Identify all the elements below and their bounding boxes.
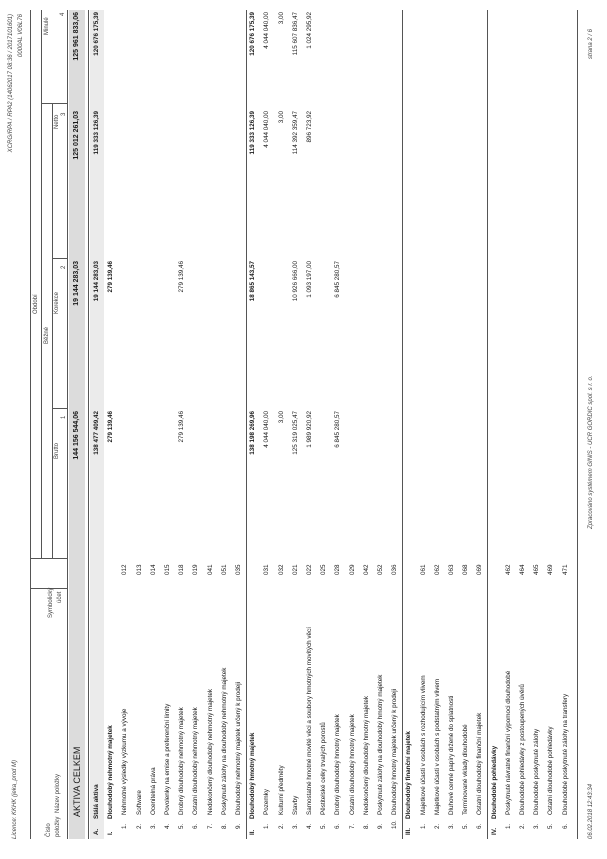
col-bezne: Běžné bbox=[44, 326, 50, 344]
row-label: Pěstitelské celky trvalých porostů bbox=[320, 722, 328, 815]
row-brutto: 279 139,46 bbox=[107, 411, 115, 443]
row-label: Dlouhodobý hmotný majetek bbox=[249, 732, 257, 819]
row-minule: 4 044 040,00 bbox=[263, 12, 271, 49]
row-account: 025 bbox=[320, 564, 328, 575]
row-brutto: 1 989 920,92 bbox=[306, 411, 313, 448]
row-account: 464 bbox=[519, 564, 526, 575]
row-label: Nedokončený dlouhodobý hmotný majetek bbox=[362, 695, 370, 815]
row-number: 1. bbox=[419, 823, 427, 829]
row-label: Ostatní dlouhodobý nehmotný majetek bbox=[192, 707, 200, 815]
row-label: Drobný dlouhodobý nehmotný majetek bbox=[178, 707, 186, 815]
row-account: 042 bbox=[362, 564, 370, 575]
row-number: 7. bbox=[348, 823, 356, 829]
row-number: 2. bbox=[135, 823, 143, 829]
row-label: Software bbox=[135, 790, 143, 815]
row-number: 9. bbox=[235, 823, 242, 829]
row-label: Nedokončený dlouhodobý nehmotný majetek bbox=[206, 688, 214, 815]
row-label: Drobný dlouhodobý hmotný majetek bbox=[334, 714, 342, 815]
footer-page: strana 2 / 6 bbox=[588, 28, 594, 59]
row-label: Ostatní dlouhodobý finanční majetek bbox=[476, 712, 484, 815]
col-nazev: Název položky bbox=[55, 773, 61, 813]
section-divider bbox=[246, 10, 247, 839]
col-cislo-line2: položky bbox=[55, 816, 61, 837]
row-korekce: 279 139,46 bbox=[107, 261, 115, 293]
row-korekce: 19 144 283,03 bbox=[93, 261, 100, 302]
row-number: I. bbox=[107, 831, 115, 835]
row-number: 3. bbox=[533, 823, 541, 829]
footer-date: 06.02.2018 12:43:34 bbox=[588, 783, 594, 839]
row-label: Dlouhodobý hmotný majetek určený k prodeji bbox=[391, 688, 399, 815]
row-number: 8. bbox=[362, 823, 370, 829]
row-brutto: 4 044 040,00 bbox=[263, 411, 271, 448]
row-netto: 4 044 040,00 bbox=[263, 111, 271, 148]
row-account: 013 bbox=[135, 564, 143, 575]
row-brutto: 6 845 280,57 bbox=[334, 411, 342, 448]
row-netto: 114 392 359,47 bbox=[291, 111, 299, 155]
row-number: IV. bbox=[490, 827, 498, 835]
row-account: 063 bbox=[448, 564, 455, 575]
row-number: 5. bbox=[547, 823, 555, 829]
row-label: Nehmotné výsledky výzkumu a vývoje bbox=[121, 708, 129, 815]
total-brutto: 144 156 544,06 bbox=[73, 411, 80, 460]
row-number: III. bbox=[405, 828, 413, 835]
row-label: Pozemky bbox=[263, 789, 271, 815]
row-number: 3. bbox=[149, 823, 157, 829]
row-number: 6. bbox=[334, 823, 342, 829]
row-brutto: 125 319 025,47 bbox=[291, 411, 299, 455]
header-bottom-border bbox=[67, 10, 68, 839]
row-number: 1. bbox=[121, 823, 129, 829]
row-label: Dlouhodobé poskytnuté zálohy bbox=[533, 728, 541, 815]
section-divider bbox=[487, 10, 488, 839]
rows-bottom-border bbox=[577, 10, 578, 839]
row-label: Ocenitelná práva bbox=[149, 767, 157, 815]
row-number: A. bbox=[93, 828, 100, 835]
row-account: 032 bbox=[277, 564, 285, 575]
row-account: 015 bbox=[164, 564, 171, 575]
row-minule: 120 676 175,39 bbox=[249, 12, 257, 56]
row-label: Poskytnuté zálohy na dlouhodobý nehmotný majetek bbox=[220, 667, 228, 815]
row-account: 036 bbox=[391, 564, 399, 575]
row-number: 2. bbox=[519, 823, 526, 829]
row-label: Kulturní předměty bbox=[277, 765, 285, 815]
row-account: 012 bbox=[121, 564, 129, 575]
header-top-border bbox=[30, 10, 31, 839]
row-label: Dlouhodobé pohledávky bbox=[490, 745, 498, 819]
row-brutto: 138 477 409,42 bbox=[93, 411, 100, 455]
col-cislo-line1: Číslo bbox=[46, 823, 52, 837]
row-number: 1. bbox=[504, 823, 512, 829]
row-account: 068 bbox=[462, 564, 470, 575]
row-netto: 3,00 bbox=[277, 111, 285, 124]
row-label: Ostatní dlouhodobé pohledávky bbox=[547, 726, 555, 815]
row-account: 014 bbox=[149, 564, 157, 575]
col-korekce-n: 2 bbox=[61, 265, 67, 269]
row-netto: 896 723,92 bbox=[306, 111, 313, 143]
row-account: 465 bbox=[533, 564, 541, 575]
row-account: 061 bbox=[419, 564, 427, 575]
row-label: Dlouhodobé poskytnuté zálohy na transfery bbox=[561, 693, 569, 815]
col-minule: Minulé bbox=[44, 17, 50, 35]
col-symbol-line1: Symbolický bbox=[48, 587, 54, 618]
row-korekce: 6 845 280,57 bbox=[334, 261, 342, 298]
bezne-divider bbox=[52, 104, 53, 559]
row-account: 022 bbox=[306, 564, 313, 575]
total-minule: 125 961 833,06 bbox=[73, 12, 80, 61]
row-label: Samostatné hmotné movité věci a soubory hmotných movitých věcí bbox=[306, 627, 313, 815]
row-korekce: 1 093 197,00 bbox=[306, 261, 313, 298]
row-account: 035 bbox=[235, 564, 242, 575]
row-number: 4. bbox=[164, 823, 171, 829]
row-number: 8. bbox=[220, 823, 228, 829]
row-number: 9. bbox=[377, 823, 384, 829]
row-label: Dluhové cenné papíry držené do splatnosti bbox=[448, 695, 455, 815]
section-divider bbox=[402, 10, 403, 839]
row-label: Majetkové účasti v osobách s rozhodujícím vlivem bbox=[419, 675, 427, 815]
col-korekce: Korekce bbox=[54, 291, 60, 314]
row-minule: 120 676 175,39 bbox=[93, 12, 100, 56]
total-korekce: 19 144 283,03 bbox=[73, 261, 80, 306]
row-number: 2. bbox=[433, 823, 441, 829]
period-divider bbox=[41, 10, 42, 559]
row-account: 021 bbox=[291, 564, 299, 575]
row-label: Povolenky na emise a preferenční limity bbox=[164, 703, 171, 815]
row-label: Majetkové účasti v osobách s podstatným vlivem bbox=[433, 678, 441, 815]
row-account: 469 bbox=[547, 564, 555, 575]
row-netto: 119 333 126,39 bbox=[249, 111, 257, 155]
row-account: 041 bbox=[206, 564, 214, 575]
row-number: 7. bbox=[206, 823, 214, 829]
col-minule-n: 4 bbox=[60, 12, 66, 16]
row-account: 052 bbox=[377, 564, 384, 575]
row-brutto: 138 198 269,96 bbox=[249, 411, 257, 455]
col-netto-n: 3 bbox=[61, 112, 67, 116]
row-label: Dlouhodobý finanční majetek bbox=[405, 731, 413, 819]
total-label: AKTIVA CELKEM bbox=[72, 746, 82, 817]
col-divider-minule bbox=[41, 103, 67, 104]
report-code-line2: 0000AL V06L76 bbox=[18, 14, 24, 57]
row-account: 018 bbox=[178, 564, 186, 575]
row-brutto: 279 139,46 bbox=[178, 411, 186, 443]
row-netto: 119 333 126,39 bbox=[93, 111, 100, 155]
row-korekce: 279 139,46 bbox=[178, 261, 186, 293]
col-brutto-n: 1 bbox=[61, 415, 67, 419]
row-label: Poskytnuté návratné finanční výpomoci dlouhodobé bbox=[504, 670, 512, 815]
row-label: Dlouhodobý nehmotný majetek určený k prodeji bbox=[235, 681, 242, 815]
row-label: Termínované vklady dlouhodobé bbox=[462, 724, 470, 815]
report-code-line1: XCRG/RPA / RPA2 (14062017 08:36 / 2017101601) bbox=[8, 14, 14, 153]
row-number: 5. bbox=[462, 823, 470, 829]
row-number: 10. bbox=[391, 820, 399, 829]
row-number: II. bbox=[249, 829, 257, 835]
row-account: 471 bbox=[561, 564, 569, 575]
row-number: 6. bbox=[476, 823, 484, 829]
row-number: 1. bbox=[263, 823, 271, 829]
row-account: 062 bbox=[433, 564, 441, 575]
row-account: 028 bbox=[334, 564, 342, 575]
row-minule: 3,00 bbox=[277, 12, 285, 25]
row-label: Stavby bbox=[291, 795, 299, 815]
row-number: 6. bbox=[192, 823, 200, 829]
row-account: 051 bbox=[220, 564, 228, 575]
row-number: 2. bbox=[277, 823, 285, 829]
row-label: Dlouhodobý nehmotný majetek bbox=[107, 725, 115, 819]
row-account: 462 bbox=[504, 564, 512, 575]
footer-system: Zpracováno systémem GINIS - UCR GORDIC spol. s r. o. bbox=[588, 375, 594, 529]
row-number: 3. bbox=[291, 823, 299, 829]
col-brutto: Brutto bbox=[54, 442, 60, 459]
licence-text: Licence: KKHK (jeka_prod M) bbox=[12, 759, 18, 839]
rows-top-border bbox=[88, 10, 89, 839]
row-account: 029 bbox=[348, 564, 356, 575]
col-divider-brutto bbox=[30, 558, 67, 559]
row-label: Ostatní dlouhodobý hmotný majetek bbox=[348, 714, 356, 815]
row-korekce: 10 926 666,00 bbox=[291, 261, 299, 302]
col-netto: Netto bbox=[54, 114, 60, 129]
row-account: 069 bbox=[476, 564, 484, 575]
row-number: 4. bbox=[306, 823, 313, 829]
row-label: Poskytnuté zálohy na dlouhodobý hmotný majetek bbox=[377, 674, 384, 815]
row-korekce: 18 865 143,57 bbox=[249, 261, 257, 302]
col-divider-korekce bbox=[52, 408, 67, 409]
row-number: 5. bbox=[320, 823, 328, 829]
row-number: 5. bbox=[178, 823, 186, 829]
row-number: 3. bbox=[448, 823, 455, 829]
row-number: 6. bbox=[561, 823, 569, 829]
col-symbol-line2: účet bbox=[57, 591, 63, 603]
row-account: 031 bbox=[263, 564, 271, 575]
row-minule: 115 607 836,47 bbox=[291, 12, 299, 56]
total-netto: 125 012 261,03 bbox=[73, 111, 80, 160]
row-minule: 1 024 295,92 bbox=[306, 12, 313, 49]
row-brutto: 3,00 bbox=[277, 411, 285, 424]
row-label: Dlouhodobé pohledávky z postoupených úvěrů bbox=[519, 684, 526, 815]
row-account: 019 bbox=[192, 564, 200, 575]
col-divider-netto bbox=[52, 258, 67, 259]
row-label: Stálá aktiva bbox=[93, 784, 100, 819]
col-obdobi: Období bbox=[33, 294, 39, 314]
